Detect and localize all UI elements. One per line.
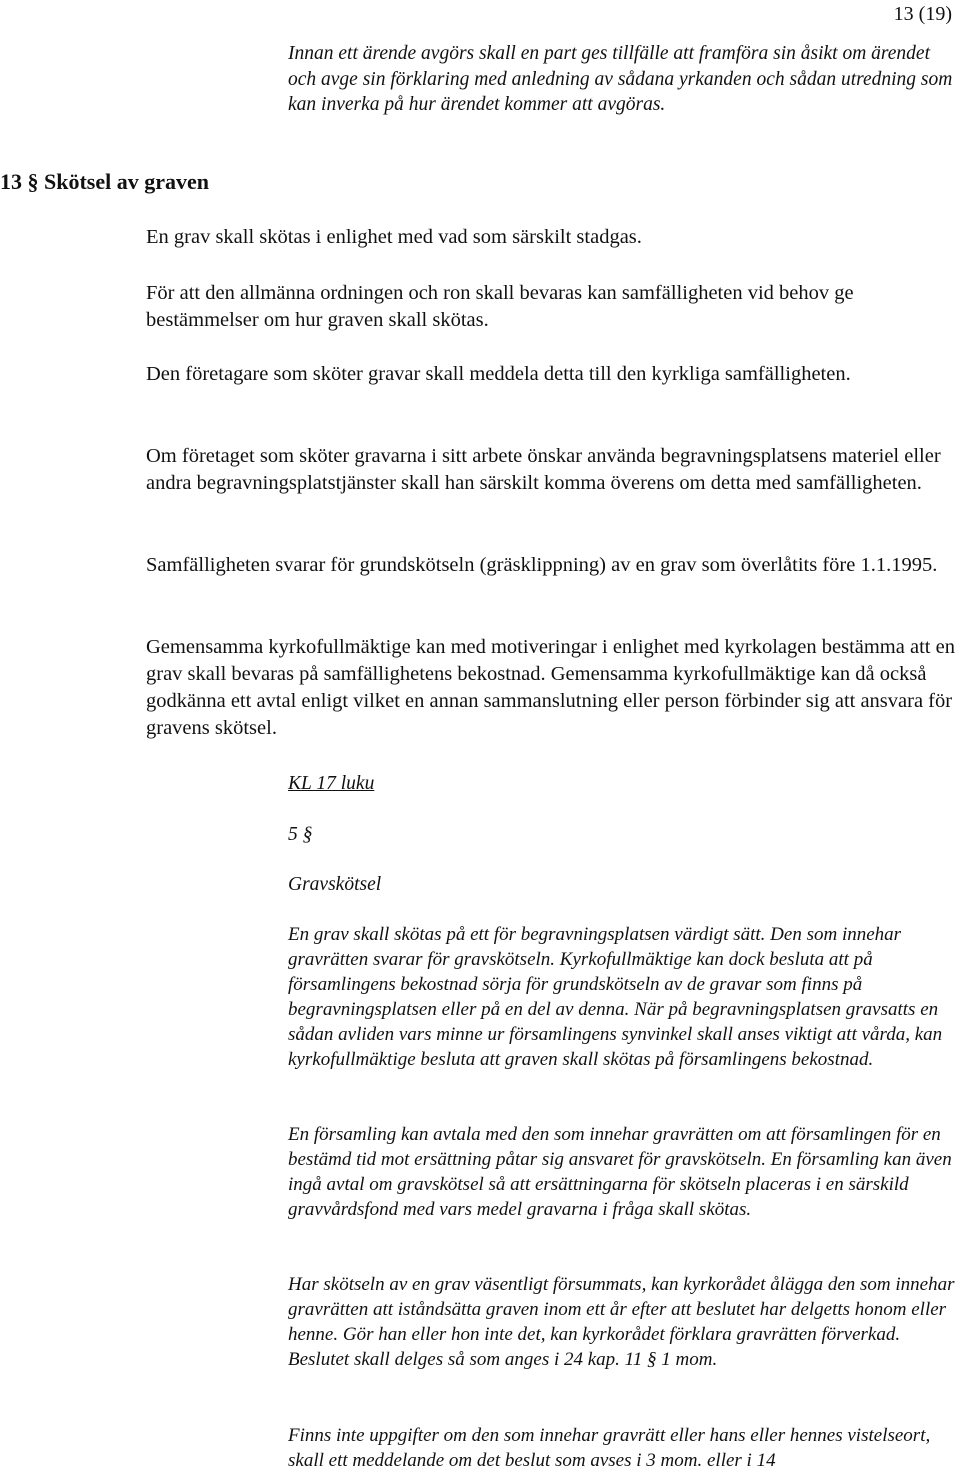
- body-paragraph-5: Samfälligheten svarar för grundskötseln (gräsklippning) av en grav som överlåtits före 1.1.1995.: [146, 554, 938, 576]
- body-paragraph-2: För att den allmänna ordningen och ron skall bevaras kan samfälligheten vid behov ge bestämmelser om hur graven skall skötas.: [146, 282, 854, 331]
- law-paragraph-title: Gravskötsel: [288, 874, 382, 895]
- law-quote-paragraph-4: Finns inte uppgifter om den som innehar gravrätt eller hans eller hennes vistelseort, skall ett meddelande om det beslut som avses i 3 mom. eller i 14: [288, 1425, 931, 1471]
- body-paragraph-3: Den företagare som sköter gravar skall meddela detta till den kyrkliga samfälligheten.: [146, 363, 851, 385]
- law-quote-paragraph-2: En församling kan avtala med den som innehar gravrätten om att församlingen för en bestämd tid mot ersättning påtar sig ansvaret för gravskötseln. En församling kan även ingå avtal om gravskötsel så att ersättningarna för skötseln placeras i en särskild gravvårdsfond med vars medel gravarna i fråga skall skötas.: [288, 1124, 952, 1220]
- law-reference: [288, 771, 374, 796]
- law-reference-text: KL 17 luku: [288, 773, 375, 794]
- section-heading: 13 § Skötsel av graven: [0, 169, 209, 194]
- law-paragraph-number: 5 §: [288, 824, 313, 845]
- page-number: 13 (19): [893, 3, 952, 25]
- law-quote-paragraph-3: Har skötseln av en grav väsentligt försummats, kan kyrkorådet ålägga den som innehar gravrätten att iståndsätta graven inom ett år efter att beslutet har delgetts honom eller henne. Gör han eller hon inte det, kan kyrkorådet förklara gravrätten förverkad. Beslutet skall delges så som anges i 24 kap. 11 § 1 mom.: [288, 1274, 955, 1370]
- body-paragraph-4: Om företaget som sköter gravarna i sitt arbete önskar använda begravningsplatsens materiel eller andra begravningsplatstjänster skall han särskilt komma överens om detta med samfälligheten.: [146, 445, 941, 494]
- law-quote-paragraph-1: En grav skall skötas på ett för begravningsplatsen värdigt sätt. Den som innehar gravrätten svarar för gravskötseln. Kyrkofullmäktige kan dock besluta att på församlingens bekostnad sörja för grundskötseln av de gravar som finns på begravningsplatsen eller på en del av denna. När på begravningsplatsen gravsatts en sådan avliden vars minne ur församlingens synvinkel skall anses viktigt att vårda, kan kyrkofullmäktige besluta att graven skall skötas på församlingens bekostnad.: [288, 924, 943, 1070]
- body-paragraph-1: En grav skall skötas i enlighet med vad som särskilt stadgas.: [146, 226, 642, 248]
- body-paragraph-6: Gemensamma kyrkofullmäktige kan med motiveringar i enlighet med kyrkolagen bestämma att en grav skall bevaras på samfällighetens bekostnad. Gemensamma kyrkofullmäktige kan då också godkänna ett avtal enligt vilket en annan sammanslutning eller person förbinder sig att ansvara för gravens skötsel.: [146, 636, 955, 739]
- quoted-law-text-intro: Innan ett ärende avgörs skall en part ges tillfälle att framföra sin åsikt om ärendet och avge sin förklaring med anledning av sådana yrkanden och sådan utredning som kan inverka på hur ärendet kommer att avgöras.: [288, 43, 953, 115]
